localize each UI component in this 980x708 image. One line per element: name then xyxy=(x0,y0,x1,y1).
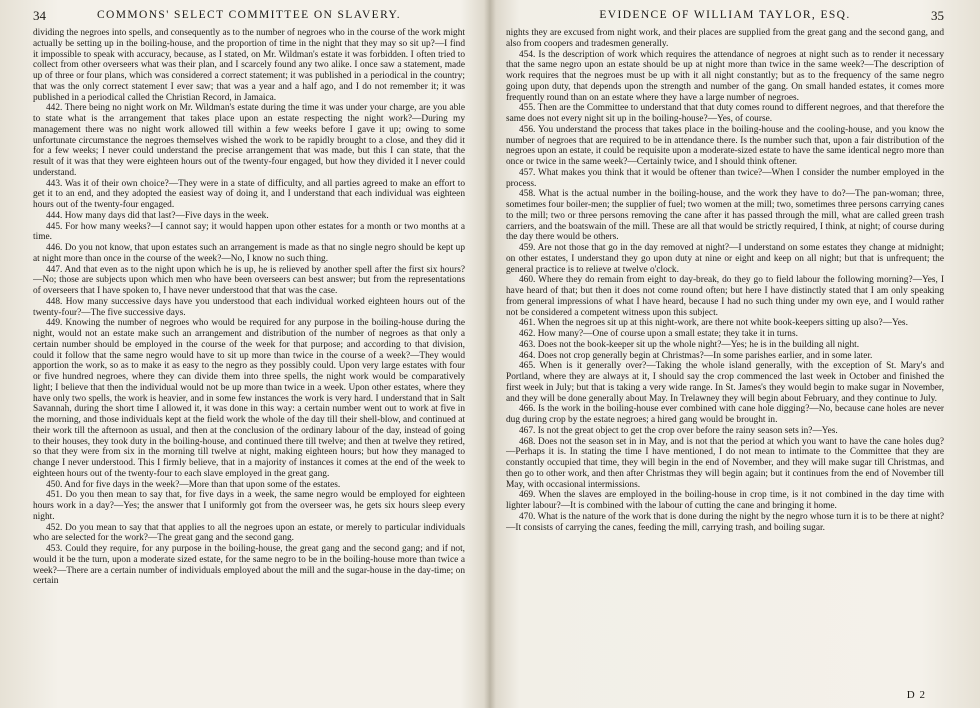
paragraph: 459. Are not those that go in the day removed at night?—I understand on some estates they change at midnight; on other estates, I understand they go upon duty at nine or eight and keep on all night; but that is unfrequent; the general practice is to relieve at twelve o'clock. xyxy=(506,243,944,275)
paragraph: 455. Then are the Committee to understand that that duty comes round to different negroes, and that therefore the same does not every night sit up in the boiling-house?—Yes, of course. xyxy=(506,103,944,124)
paragraph: 465. When is it generally over?—Taking the whole island generally, with the exception of St. Mary's and Portland, where they are always at it, I should say the crop commenced the last week in October and finished the first week in July; but that is taking a very wide range. In St. James's they would begin to make sugar in November, and they will be done generally about May. In Trelawney they will begin about February, and they continue to July. xyxy=(506,361,944,404)
paragraph: 467. Is not the great object to get the crop over before the rainy season sets in?—Yes. xyxy=(519,425,838,436)
paragraph: 463. Does not the book-keeper sit up the whole night?—Yes; he is in the building all night. xyxy=(519,339,860,350)
right-running-head: EVIDENCE OF WILLIAM TAYLOR, ESQ. xyxy=(599,9,851,21)
paragraph: 447. And that even as to the night upon which he is up, he is relieved by another spell after the first six hours?—No; those are subjects upon which men who have been overseers can best answer; but from the representations of overseers that I have spoken to, I have never understood that that was the case. xyxy=(33,264,465,296)
right-page-text xyxy=(506,28,944,533)
left-page-number: 34 xyxy=(33,8,46,23)
paragraph: 469. When the slaves are employed in the boiling-house in crop time, is it not combined in the day time with lighter labour?—It is combined with the labour of cutting the cane and bringing it home. xyxy=(506,490,944,511)
paragraph: 448. How many successive days have you understood that each individual worked eighteen hours out of the twenty-four?—The five successive days. xyxy=(33,296,465,318)
paragraph: nights they are excused from night work, and their places are supplied from the great gang and the second gang, and also from coopers and tradesmen generally. xyxy=(506,28,944,49)
paragraph: 460. Where they do remain from eight to day-break, do they go to field labour the following morning?—Yes, I have heard of that; but then it does not come round often; but here I have distinctly stated that I am only speaking from general impressions of what I have heard, because I had no such thing under my own eye, and I would rather not be considered a competent witness upon this subject. xyxy=(506,275,944,318)
left-page-header xyxy=(33,8,465,28)
left-running-head: COMMONS' SELECT COMMITTEE ON SLAVERY. xyxy=(96,9,402,21)
paragraph: 454. Is the description of work which requires the attendance of negroes at night such as to render it necessary that the same negro upon an estate should be up at night more than twice in the same week?—The description of work requires that the negroes must be up with it all night constantly; but as to the frequency of the same negro going upon duty, that depends upon the strength and number of the gang. On small handed estates, it comes more frequently round than on an estate where they have a large number of negroes. xyxy=(506,49,944,103)
paragraph: 445. For how many weeks?—I cannot say; it would happen upon other estates for a month or two months at a time. xyxy=(33,221,465,243)
paragraph: 452. Do you mean to say that that applies to all the negroes upon an estate, or merely to particular individuals who are selected for the work?—The great gang and the second gang. xyxy=(33,522,465,544)
right-page-header xyxy=(506,8,944,28)
paragraph: dividing the negroes into spells, and consequently as to the number of negroes who in the course of the work might actually be setting up in the boiling-house, and the proportion of time in the night that they may so sit up?—I find it impossible to speak with accuracy, because, as I stated, on Mr. Wildman's estate it was forbidden. I often tried to collect from other overseers what was their plan, and I scarcely found any two alike. I once saw a statement, made up of three or four plans, which was considered a correct statement; it was published in a periodical in the country; that was the only correct statement I ever saw; that was a year and a half ago, and I do not remember it; it was published in a periodical called the Christian Record, in Jamaica. xyxy=(33,28,465,103)
paragraph: 450. And for five days in the week?—More than that upon some of the estates. xyxy=(46,479,341,490)
paragraph: 461. When the negroes sit up at this night-work, are there not white book-keepers sitting up also?—Yes. xyxy=(519,318,908,329)
paragraph: 456. You understand the process that takes place in the boiling-house and the cooling-house, and you know the number of negroes that are required to be in attendance there. Is the number such that, upon a fair distribution of the negroes upon an estate, it could be requisite upon a moderate-sized estate to have the same identical negro more than once or twice in the same week?—Certainly twice, and I should think oftener. xyxy=(506,124,944,167)
left-page xyxy=(33,8,465,704)
paragraph: 457. What makes you think that it would be oftener than twice?—When I consider the number employed in the process. xyxy=(506,167,944,189)
right-page-number: 35 xyxy=(931,8,944,23)
paragraph: 446. Do you not know, that upon estates such an arrangement is made as that no single negro should be kept up at night more than once in the course of the week?—No, I know no such thing. xyxy=(33,243,465,264)
paragraph: 453. Could they require, for any purpose in the boiling-house, the great gang and the second gang; and if not, would it be the turn, upon a moderate sized estate, for the same negro to be in the boiling-house more than twice a week?—There are a certain number of individuals employed about the mill and the sugar-house in the day-time; on certain xyxy=(33,544,465,587)
paragraph: 466. Is the work in the boiling-house ever combined with cane hole digging?—No, because cane holes are never dug during crop by the estate negroes; a hired gang would be brought in. xyxy=(506,404,944,425)
paragraph: 458. What is the actual number in the boiling-house, and the work they have to do?—The pan-woman; three, sometimes four boiler-men; the supplier of fuel; two women at the mill; two, sometimes three persons carrying canes to the mill; two or three persons removing the cane after it has passed through the mill, what are called green trash carriers, and the boatswain of the mill. These are all that would be strictly required, I think, at night; of course during the day there would be others. xyxy=(506,189,944,243)
paragraph: 470. What is the nature of the work that is done during the night by the negro whose turn it is to be there at night?—It consists of carrying the canes, feeding the mill, carrying trash, and boiling sugar. xyxy=(506,511,944,533)
right-page xyxy=(506,8,944,704)
paragraph: 442. There being no night work on Mr. Wildman's estate during the time it was under your charge, are you able to state what is the arrangement that takes place upon an estate respecting the night work?—During my management there was no night work allowed till within a few weeks before I gave it up; owing to some unfortunate circumstance the negroes themselves wished the work to be rapidly brought to a close, and they did it for a few weeks; I never could understand the precise arrangement that was made, but this I can state, that the result of it was that they were eighteen hours out of the twenty-four engaged, but how they divided it I never could understand. xyxy=(33,103,465,178)
paragraph: 449. Knowing the number of negroes who would be required for any purpose in the boiling-house during the night, would not an estate make such an arrangement and distribution of the number of negroes as that only a certain number should be employed in the course of the week for that purpose; and according to that division, could it follow that the same negro would have to sit up more than twice in the course of a week?—They would apportion the work, so as to make it as easy to the negro as they possibly could. Upon very large estates with four or five hundred negroes, where they can divide them into three spells, the night work would be comparatively light; I believe that then the individual would not be up more than twice in a week. Upon other estates, where they have only two spells, the work is heavier, and in some few instances the work is very hard. I understand that in Salt Savannah, during the short time I allowed it, it was done in this way: a certain number went out to work at five in the morning, and those individuals kept at the field work the whole of the day till their shell-blow, and continued at their work till the afternoon as usual, and then at the conclusion of the ordinary labour of the day, instead of going to their houses, they took duty in the boiling-house, and continued there till twelve; and then at twelve they retired, so that they were from six in the morning till twelve at night, making eighteen hours; but how they managed to change I never understood. This I firmly believe, that in a majority of instances it comes at the end of the week to eighteen hours out of the twenty-four to each slave employed in the great gang. xyxy=(33,318,465,479)
paragraph: 468. Does not the season set in in May, and is not that the period at which you want to have the cane holes dug?—Perhaps it is. In stating the time I have mentioned, I do not mean to intimate to the Committee that they are constantly occupied that time, they will begin in the end of November, and they will make sugar till Christmas, and then go to other work, and then after Christmas they will begin again; but it continues from the end of November till May, with occasional intermissions. xyxy=(506,436,944,490)
left-page-text xyxy=(33,28,465,587)
paragraph: 443. Was it of their own choice?—They were in a state of difficulty, and all parties agreed to make an effort to get it to an end, and they adopted the easiest way of doing it, and I understand that each individual was eighteen hours out of the twenty-four engaged. xyxy=(33,178,465,210)
paragraph: 444. How many days did that last?—Five days in the week. xyxy=(46,210,269,221)
paragraph: 464. Does not crop generally begin at Christmas?—In some parishes earlier, and in some later. xyxy=(519,350,873,361)
signature-mark: D 2 xyxy=(906,689,926,701)
paragraph: 462. How many?—One of course upon a small estate; they take it in turns. xyxy=(519,329,798,339)
paragraph: 451. Do you then mean to say that, for five days in a week, the same negro would be employed for eighteen hours work in a day?—Yes; the answer that I uniformly got from the overseer was, he gets six hours sleep every night. xyxy=(33,490,465,522)
book-gutter xyxy=(484,0,496,708)
